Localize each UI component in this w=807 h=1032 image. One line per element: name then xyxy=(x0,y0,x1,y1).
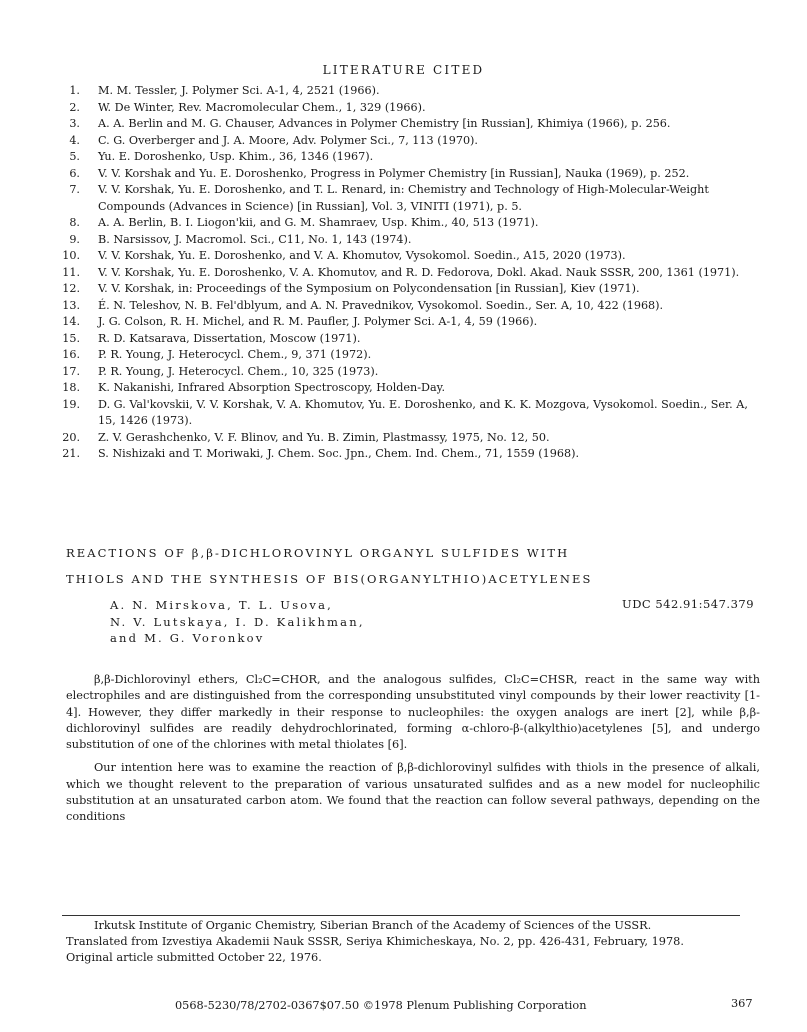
footnote xyxy=(66,918,756,966)
article-body xyxy=(66,672,760,833)
reference-text: Yu. E. Doroshenko, Usp. Khim., 36, 1346 (1967). xyxy=(98,150,374,163)
reference-number: 1. xyxy=(69,84,80,97)
reference-text: V. V. Korshak, in: Proceedings of the Symposium on Polycondensation [in Russian], Kiev (1971). xyxy=(98,282,640,295)
reference-item xyxy=(58,331,758,348)
reference-text: A. A. Berlin and M. G. Chauser, Advances in Polymer Chemistry [in Russian], Khimiya (1966), p. 256. xyxy=(98,117,671,130)
reference-text: P. R. Young, J. Heterocycl. Chem., 10, 325 (1973). xyxy=(98,364,379,378)
reference-text: M. M. Tessler, J. Polymer Sci. A-1, 4, 2521 (1966). xyxy=(98,84,380,97)
footnote-line: Irkutsk Institute of Organic Chemistry, Siberian Branch of the Academy of Sciences of the USSR. xyxy=(94,919,652,932)
reference-number: 18. xyxy=(62,381,80,394)
reference-number: 16. xyxy=(62,348,80,361)
reference-text: V. V. Korshak, Yu. E. Doroshenko, and T. L. Renard, in: Chemistry and Technology of High-Molecular-Weight Compounds (Advances in Science) [in Russian], Vol. 3, VINITI (1971), p. 5. xyxy=(98,183,709,213)
reference-number: 5. xyxy=(69,150,80,163)
reference-item xyxy=(58,232,758,249)
reference-number: 10. xyxy=(62,249,80,262)
reference-item xyxy=(58,314,758,331)
reference-item xyxy=(58,149,758,166)
reference-number: 17. xyxy=(62,364,80,378)
reference-item xyxy=(58,446,758,463)
article-title-line: REACTIONS OF β,β-DICHLOROVINYL ORGANYL SULFIDES WITH xyxy=(66,546,570,560)
copyright-code: 0568-5230/78/2702-0367$07.50 ©1978 Plenum Publishing Corporation xyxy=(175,999,587,1012)
author-line: N. V. Lutskaya, I. D. Kalikhman, xyxy=(110,614,365,629)
reference-text: V. V. Korshak, Yu. E. Doroshenko, and V. A. Khomutov, Vysokomol. Soedin., A15, 2020 (1973). xyxy=(98,249,626,262)
reference-number: 8. xyxy=(69,216,80,229)
reference-text: R. D. Katsarava, Dissertation, Moscow (1971). xyxy=(98,331,361,345)
reference-item xyxy=(58,281,758,298)
reference-number: 15. xyxy=(62,331,80,345)
reference-item xyxy=(58,298,758,315)
footnote-line: Original article submitted October 22, 1976. xyxy=(66,951,322,964)
reference-text: C. G. Overberger and J. A. Moore, Adv. Polymer Sci., 7, 113 (1970). xyxy=(98,133,478,147)
reference-item xyxy=(58,397,758,430)
reference-number: 6. xyxy=(69,166,80,180)
reference-item xyxy=(58,215,758,232)
footnote-divider xyxy=(62,915,740,916)
reference-text: W. De Winter, Rev. Macromolecular Chem., 1, 329 (1966). xyxy=(98,100,426,114)
reference-text: D. G. Val'kovskii, V. V. Korshak, V. A. Khomutov, Yu. E. Doroshenko, and K. K. Mozgova, Vysokomol. Soedin., Ser. A, 15, 1426 (1973). xyxy=(98,397,748,427)
article-title-line: THIOLS AND THE SYNTHESIS OF BIS(ORGANYLTHIO)ACETYLENES xyxy=(66,572,593,586)
reference-text: J. G. Colson, R. H. Michel, and R. M. Paufler, J. Polymer Sci. A-1, 4, 59 (1966). xyxy=(98,315,538,328)
author-list xyxy=(110,597,530,647)
reference-text: Z. V. Gerashchenko, V. F. Blinov, and Yu. B. Zimin, Plastmassy, 1975, No. 12, 50. xyxy=(98,430,550,444)
reference-text: A. A. Berlin, B. I. Liogon'kii, and G. M. Shamraev, Usp. Khim., 40, 513 (1971). xyxy=(98,216,539,229)
udc-code: UDC 542.91:547.379 xyxy=(622,597,755,611)
footnote-line: Translated from Izvestiya Akademii Nauk SSSR, Seriya Khimicheskaya, No. 2, pp. 426-431, February, 1978. xyxy=(66,935,684,948)
reference-item xyxy=(58,380,758,397)
reference-number: 4. xyxy=(69,133,80,147)
literature-cited-heading: LITERATURE CITED xyxy=(322,63,485,77)
reference-number: 7. xyxy=(69,183,80,196)
reference-item xyxy=(58,100,758,117)
page-number: 367 xyxy=(731,997,753,1010)
reference-item xyxy=(58,182,758,215)
article-title xyxy=(66,540,766,592)
reference-item xyxy=(58,265,758,282)
reference-number: 3. xyxy=(69,117,80,130)
reference-number: 14. xyxy=(62,315,80,328)
author-line: A. N. Mirskova, T. L. Usova, xyxy=(110,598,334,612)
reference-item xyxy=(58,364,758,381)
reference-number: 21. xyxy=(62,447,80,460)
reference-item xyxy=(58,166,758,183)
reference-item xyxy=(58,133,758,150)
reference-list xyxy=(58,83,758,463)
reference-number: 9. xyxy=(69,232,80,246)
reference-number: 13. xyxy=(62,298,80,312)
reference-item xyxy=(58,347,758,364)
reference-item xyxy=(58,83,758,100)
body-paragraph: β,β-Dichlorovinyl ethers, Cl₂C=CHOR, and the analogous sulfides, Cl₂C=CHSR, react in the same way with electrophiles and are distinguished from the corresponding unsubstituted vinyl compounds by their lower reactivity [1-4]. However, they differ markedly in their response to nucleophiles: the oxygen analogs are inert [2], while β,β-dichlorovinyl sulfides are readily dehydrochlorinated, forming α-chloro-β-(alkylthio)acetylenes [5], and undergo substitution of one of the chlorines with metal thiolates [6]. xyxy=(66,673,760,752)
body-paragraph: Our intention here was to examine the reaction of β,β-dichlorovinyl sulfides with thiols in the presence of alkali, which we thought relevent to the preparation of various unsaturated sulfides and as a new model for nucleophilic substitution at an unsaturated carbon atom. We found that the reaction can follow several pathways, depending on the conditions xyxy=(66,761,760,824)
reference-number: 19. xyxy=(62,397,80,411)
reference-text: V. V. Korshak and Yu. E. Doroshenko, Progress in Polymer Chemistry [in Russian], Nauka (1969), p. 252. xyxy=(98,166,690,180)
reference-text: S. Nishizaki and T. Moriwaki, J. Chem. Soc. Jpn., Chem. Ind. Chem., 71, 1559 (1968). xyxy=(98,447,580,460)
reference-text: B. Narsissov, J. Macromol. Sci., C11, No. 1, 143 (1974). xyxy=(98,232,412,246)
reference-number: 11. xyxy=(62,265,80,279)
reference-item xyxy=(58,430,758,447)
reference-text: V. V. Korshak, Yu. E. Doroshenko, V. A. Khomutov, and R. D. Fedorova, Dokl. Akad. Nauk SSSR, 200, 1361 (1971). xyxy=(98,265,740,279)
reference-number: 2. xyxy=(69,100,80,114)
reference-item xyxy=(58,248,758,265)
reference-number: 12. xyxy=(62,282,80,295)
reference-item xyxy=(58,116,758,133)
reference-number: 20. xyxy=(62,430,80,444)
reference-text: P. R. Young, J. Heterocycl. Chem., 9, 371 (1972). xyxy=(98,348,372,361)
reference-text: É. N. Teleshov, N. B. Fel'dblyum, and A. N. Pravednikov, Vysokomol. Soedin., Ser. A, 10, 422 (1968). xyxy=(98,298,664,312)
author-line: and M. G. Voronkov xyxy=(110,631,265,645)
reference-text: K. Nakanishi, Infrared Absorption Spectroscopy, Holden-Day. xyxy=(98,381,446,394)
